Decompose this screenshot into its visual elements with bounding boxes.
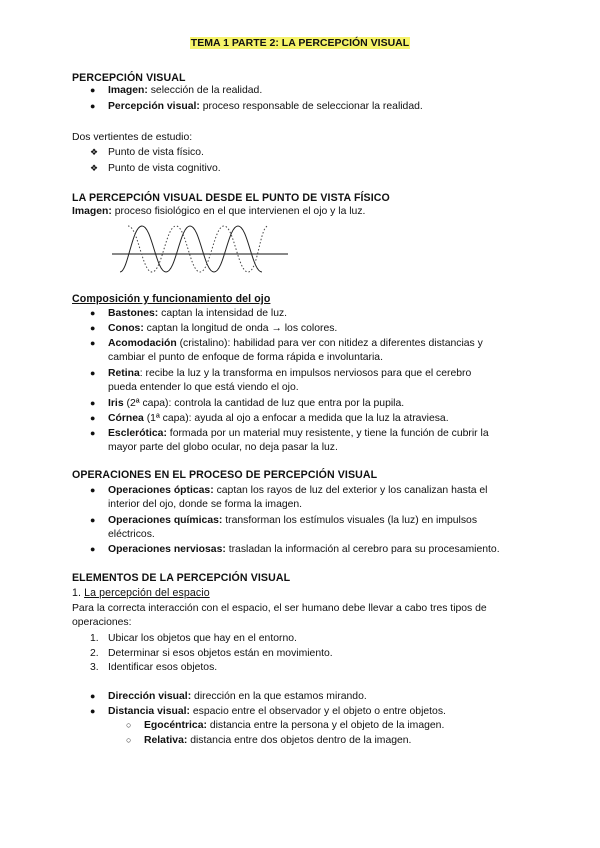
sub-list-item: Egocéntrica: distancia entre la persona y el objeto de la imagen. bbox=[144, 720, 445, 731]
subsection-heading: 1. La percepción del espacio bbox=[72, 587, 210, 599]
section-heading-operaciones: OPERACIONES EN EL PROCESO DE PERCEPCIÓN VISUAL bbox=[72, 469, 378, 481]
section-heading-fisico: LA PERCEPCIÓN VISUAL DESDE EL PUNTO DE VISTA FÍSICO bbox=[72, 192, 390, 204]
list-item: Iris (2ª capa): controla la cantidad de luz que entra por la pupila. bbox=[108, 398, 405, 409]
bullet-icon bbox=[90, 705, 95, 718]
list-item: Distancia visual: espacio entre el observador y el objeto o entre objetos. bbox=[108, 706, 446, 717]
paragraph-line: Para la correcta interacción con el espacio, el ser humano debe llevar a cabo tres tipos de bbox=[72, 603, 487, 614]
sub-list-item: Relativa: distancia entre dos objetos dentro de la imagen. bbox=[144, 735, 412, 746]
section-heading-ojo: Composición y funcionamiento del ojo bbox=[72, 293, 271, 305]
bullet-icon bbox=[90, 690, 95, 703]
sine-wave-solid bbox=[120, 226, 262, 272]
bullet-icon bbox=[90, 337, 95, 350]
bullet-icon bbox=[90, 367, 95, 380]
bullet-icon bbox=[90, 100, 95, 113]
bullet-icon bbox=[90, 412, 95, 425]
bullet-icon bbox=[90, 307, 95, 320]
list-item: Ubicar los objetos que hay en el entorno. bbox=[108, 633, 297, 644]
bullet-icon bbox=[90, 427, 95, 440]
bullet-icon bbox=[90, 514, 95, 527]
list-item: Operaciones ópticas: captan los rayos de luz del exterior y los canalizan hasta el bbox=[108, 485, 488, 496]
section-heading-percepcion: PERCEPCIÓN VISUAL bbox=[72, 72, 186, 84]
circle-bullet-icon bbox=[126, 719, 131, 732]
bullet-icon bbox=[90, 322, 95, 335]
list-item: Dirección visual: dirección en la que estamos mirando. bbox=[108, 691, 367, 702]
sine-wave-dotted bbox=[128, 226, 268, 272]
page-title-text: TEMA 1 PARTE 2: LA PERCEPCIÓN VISUAL bbox=[190, 37, 410, 49]
list-item: Bastones: captan la intensidad de luz. bbox=[108, 308, 288, 319]
section-heading-elementos: ELEMENTOS DE LA PERCEPCIÓN VISUAL bbox=[72, 572, 291, 584]
diamond-bullet-icon bbox=[90, 162, 98, 175]
bullet-icon bbox=[90, 84, 95, 97]
list-item-continuation: cambiar el punto de enfoque de forma rápida e involuntaria. bbox=[108, 352, 383, 363]
list-item-continuation: pueda entender lo que está viendo el ojo. bbox=[108, 382, 299, 393]
bullet-icon bbox=[90, 484, 95, 497]
bullet-icon bbox=[90, 543, 95, 556]
list-item: Operaciones químicas: transforman los estímulos visuales (la luz) en impulsos bbox=[108, 515, 478, 526]
list-item: Determinar si esos objetos están en movimiento. bbox=[108, 648, 333, 659]
list-item: Punto de vista cognitivo. bbox=[108, 163, 221, 174]
step-number: 3. bbox=[90, 662, 99, 673]
list-item: Imagen: selección de la realidad. bbox=[108, 85, 263, 96]
list-item: Esclerótica: formada por un material muy resistente, y tiene la función de cubrir la bbox=[108, 428, 489, 439]
list-item-continuation: interior del ojo, donde se forma la imagen. bbox=[108, 499, 303, 510]
paragraph-imagen: Imagen: proceso fisiológico en el que intervienen el ojo y la luz. bbox=[72, 206, 366, 217]
page-title bbox=[0, 37, 600, 49]
circle-bullet-icon bbox=[126, 734, 131, 747]
list-item: Operaciones nerviosas: trasladan la información al cerebro para su procesamiento. bbox=[108, 544, 500, 555]
list-item: Acomodación (cristalino): habilidad para ver con nitidez a diferentes distancias y bbox=[108, 338, 483, 349]
list-item: Punto de vista físico. bbox=[108, 147, 204, 158]
paragraph-intro: Dos vertientes de estudio: bbox=[72, 132, 193, 143]
list-item: Identificar esos objetos. bbox=[108, 662, 218, 673]
step-number: 2. bbox=[90, 648, 99, 659]
list-item: Córnea (1ª capa): ayuda al ojo a enfocar a medida que la luz la atraviesa. bbox=[108, 413, 449, 424]
light-wave-diagram bbox=[110, 222, 290, 274]
diamond-bullet-icon bbox=[90, 146, 98, 159]
list-item-continuation: eléctricos. bbox=[108, 529, 155, 540]
paragraph-line: operaciones: bbox=[72, 617, 132, 628]
list-item: Percepción visual: proceso responsable de seleccionar la realidad. bbox=[108, 101, 423, 112]
list-item: Retina: recibe la luz y la transforma en impulsos nerviosos para que el cerebro bbox=[108, 368, 472, 379]
step-number: 1. bbox=[90, 633, 99, 644]
bullet-icon bbox=[90, 397, 95, 410]
list-item-continuation: mayor parte del globo ocular, no deja pasar la luz. bbox=[108, 442, 338, 453]
list-item: Conos: captan la longitud de onda → los colores. bbox=[108, 323, 338, 334]
